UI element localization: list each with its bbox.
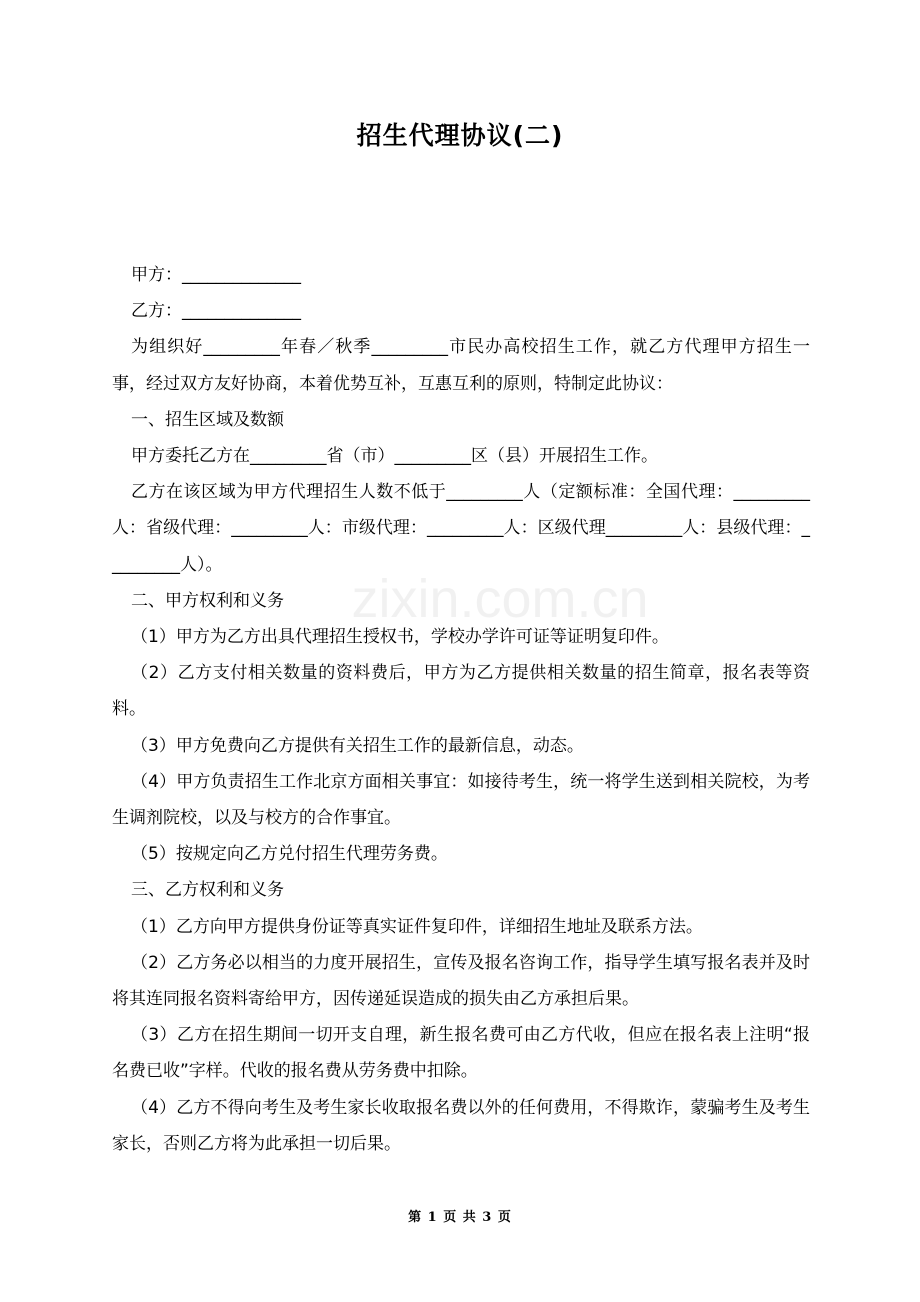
clause-item: （1）乙方向甲方提供身份证等真实证件复印件，详细招生地址及联系方法。	[131, 916, 703, 937]
clause-paragraph: 乙方在该区域为甲方代理招生人数不低于_________人（定额标准：全国代理：_________人：省级代理：_________人：市级代理：_________人：区级代理_________人：县级代理：_________人）。	[112, 482, 810, 575]
section-heading: 三、乙方权利和义务	[131, 880, 284, 901]
document-body	[112, 257, 810, 1162]
document-title: 招生代理协议(二)	[356, 121, 564, 150]
party-b-line: 乙方：______________	[131, 301, 301, 322]
clause-item: （4）甲方负责招生工作北京方面相关事宜：如接待考生，统一将学生送到相关院校，为考生调剂院校，以及与校方的合作事宜。	[112, 771, 810, 829]
page-number-footer: 第 1 页 共 3 页	[408, 1210, 512, 1225]
section-heading: 一、招生区域及数额	[131, 409, 284, 430]
clause-paragraph: 甲方委托乙方在_________省（市）_________区（县）开展招生工作。	[131, 446, 658, 467]
clause-item: （3）乙方在招生期间一切开支自理，新生报名费可由乙方代收，但应在报名表上注明“报名费已收”字样。代收的报名费从劳务费中扣除。	[112, 1025, 810, 1082]
clause-item: （3）甲方免费向乙方提供有关招生工作的最新信息，动态。	[131, 735, 584, 756]
clause-item: （4）乙方不得向考生及考生家长收取报名费以外的任何费用，不得欺诈，蒙骗考生及考生家长，否则乙方将为此承担一切后果。	[112, 1097, 810, 1154]
clause-item: （2）乙方务必以相当的力度开展招生，宣传及报名咨询工作，指导学生填写报名表并及时将其连同报名资料寄给甲方，因传递延误造成的损失由乙方承担后果。	[112, 952, 810, 1010]
clause-item: （5）按规定向乙方兑付招生代理劳务费。	[131, 844, 448, 865]
preamble-paragraph: 为组织好_________年春／秋季_________市民办高校招生工作，就乙方代理甲方招生一事，经过双方友好协商，本着优势互补，互惠互利的原则，特制定此协议：	[112, 337, 810, 394]
clause-item: （1）甲方为乙方出具代理招生授权书，学校办学许可证等证明复印件。	[131, 627, 669, 648]
section-heading: 二、甲方权利和义务	[131, 590, 284, 611]
party-a-line: 甲方：______________	[131, 265, 301, 285]
clause-item: （2）乙方支付相关数量的资料费后，甲方为乙方提供相关数量的招生简章，报名表等资料。	[112, 663, 810, 720]
watermark: zixin.com.cn	[351, 569, 649, 629]
